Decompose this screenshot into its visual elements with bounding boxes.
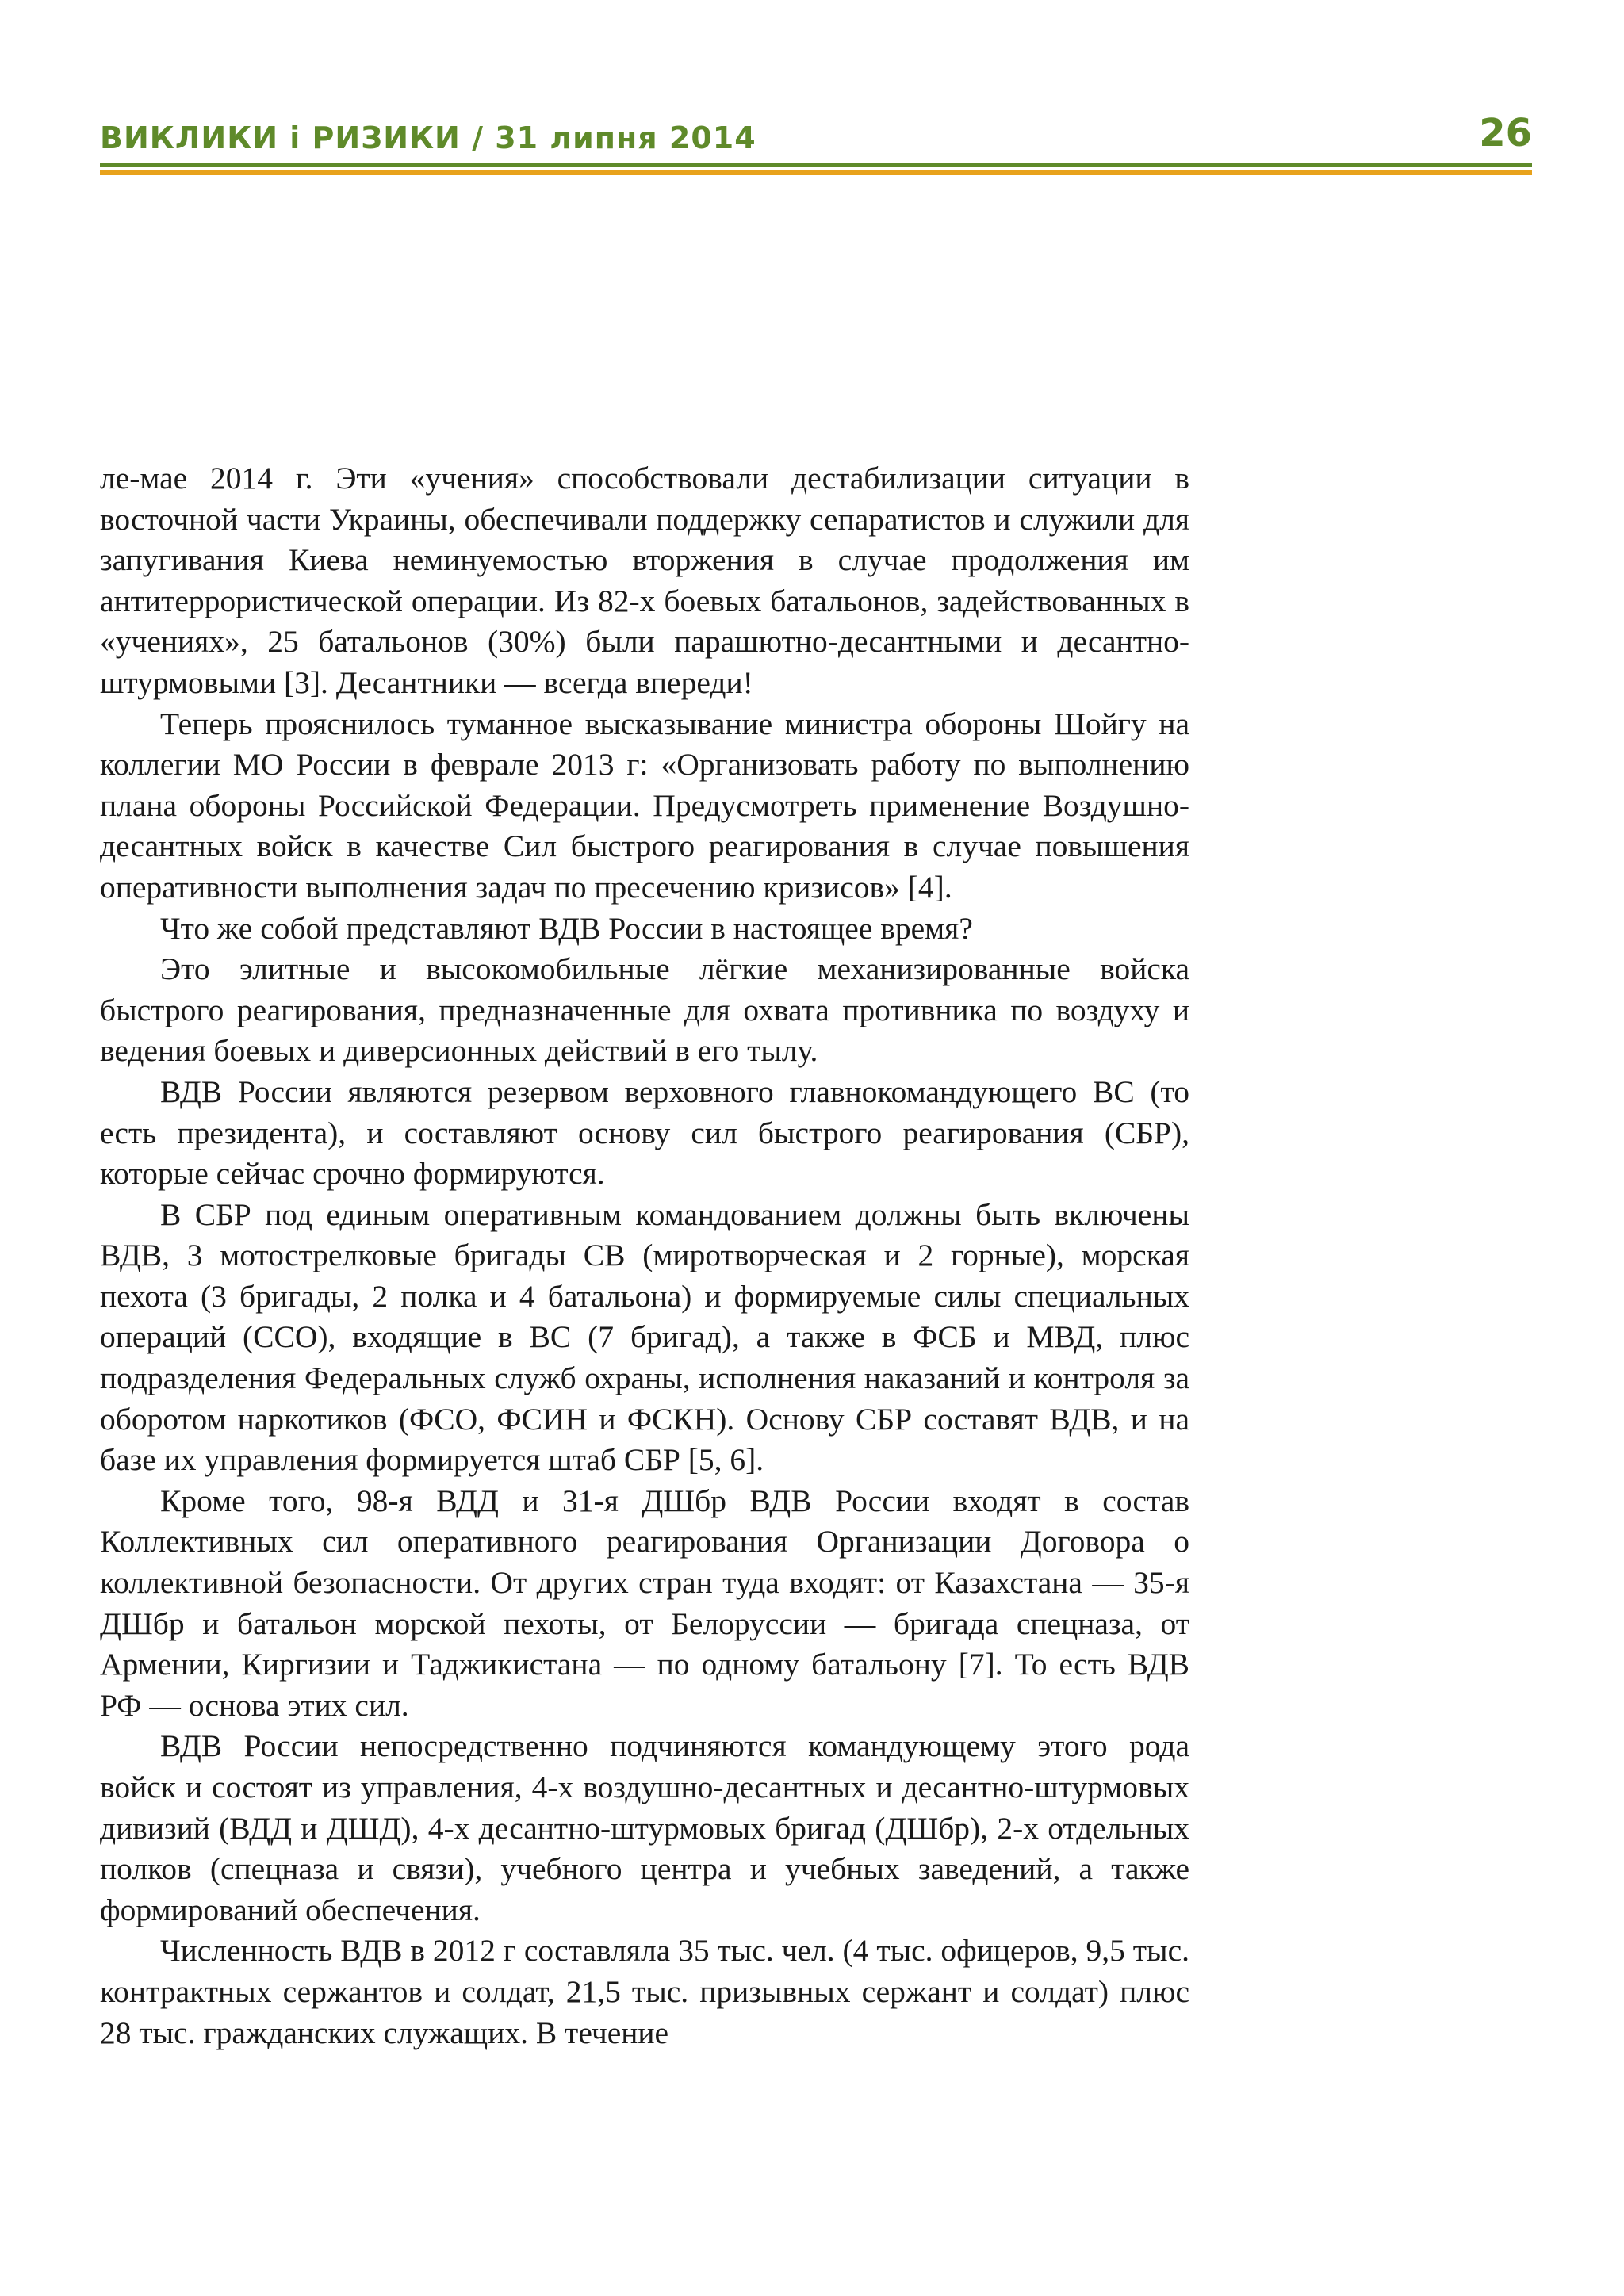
paragraph: Что же собой представляют ВДВ России в настоящее время?	[160, 910, 973, 946]
page-number: 26	[1479, 111, 1532, 155]
paragraph: Кроме того, 98-я ВДД и 31-я ДШбр ВДВ России входят в состав Коллективных сил оперативного реагирования Организации Договора о коллективной безопасности. От других стран туда входят: от Казахстана — 35-я ДШбр и батальон морской пехоты, от Белоруссии — бригада спецназа, от Армении, Киргизии и Таджикистана — по одному батальону [7]. То есть ВДВ РФ — основа этих сил.	[100, 1483, 1189, 1723]
header-rule-orange	[100, 170, 1532, 175]
paragraph: ле-мае 2014 г. Эти «учения» способствовали дестабилизации ситуации в восточной части Украины, обеспечивали поддержку сепаратистов и служили для запугивания Киева неминуемостью вторжения в случае продолжения им антитеррористической операции. Из 82-х боевых батальонов, задействованных в «учениях», 25 батальонов (30%) были парашютно-десантными и десантно-штурмовыми [3]. Десантники — всегда впереди!	[100, 461, 1189, 700]
paragraph: Численность ВДВ в 2012 г составляла 35 тыс. чел. (4 тыс. офицеров, 9,5 тыс. контрактных сержантов и солдат, 21,5 тыс. призывных сержант и солдат) плюс 28 тыс. гражданских служащих. В течение	[100, 1933, 1189, 2050]
header-rule-green	[100, 163, 1532, 167]
paragraph: Теперь прояснилось туманное высказывание министра обороны Шойгу на коллегии МО России в феврале 2013 г: «Организовать работу по выполнению плана обороны Российской Федерации. Предусмотреть применение Воздушно-десантных войск в качестве Сил быстрого реагирования в случае повышения оперативности выполнения задач по пресечению кризисов» [4].	[100, 706, 1189, 905]
paragraph: ВДВ России непосредственно подчиняются командующему этого рода войск и состоят из управления, 4-х воздушно-десантных и десантно-штурмовых дивизий (ВДД и ДШД), 4-х десантно-штурмовых бригад (ДШбр), 2-х отдельных полков (спецназа и связи), учебного центра и учебных заведений, а также формирований обеспечения.	[100, 1728, 1189, 1927]
paragraph: Это элитные и высокомобильные лёгкие механизированные войска быстрого реагирования, предназначенные для охвата противника по воздуху и ведения боевых и диверсионных действий в его тылу.	[100, 951, 1189, 1069]
journal-title: ВИКЛИКИ і РИЗИКИ / 31 липня 2014	[100, 121, 756, 155]
article-body	[100, 458, 1189, 2053]
paragraph: ВДВ России являются резервом верховного главнокомандующего ВС (то есть президента), и составляют основу сил быстрого реагирования (СБР), которые сейчас срочно формируются.	[100, 1073, 1189, 1192]
paragraph: В СБР под единым оперативным командованием должны быть включены ВДВ, 3 мотострелковые бригады СВ (миротворческая и 2 горные), морская пехота (3 бригады, 2 полка и 4 батальона) и формируемые силы специальных операций (ССО), входящие в ВС (7 бригад), а также в ФСБ и МВД, плюс подразделения Федеральных служб охраны, исполнения наказаний и контроля за оборотом наркотиков (ФСО, ФСИН и ФСКН). Основу СБР составят ВДВ, и на базе их управления формируется штаб СБР [5, 6].	[100, 1196, 1189, 1478]
